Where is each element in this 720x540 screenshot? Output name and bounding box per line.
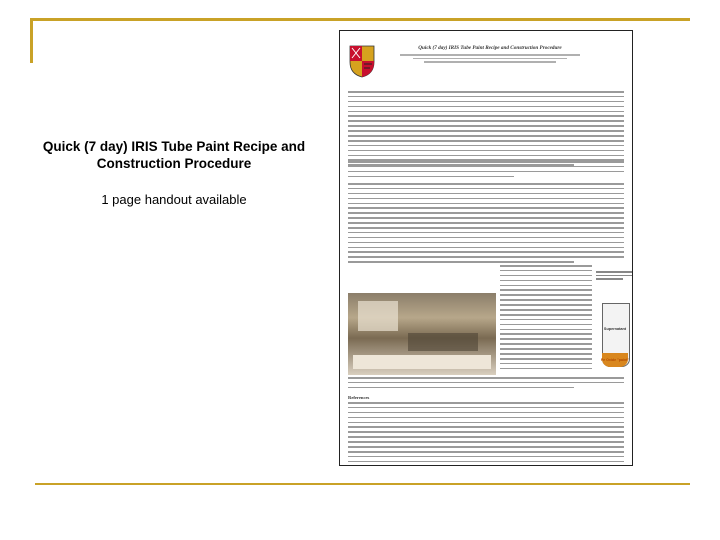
slide-title: Quick (7 day) IRIS Tube Paint Recipe and Construction Procedure <box>42 139 306 171</box>
university-seal-icon <box>348 44 376 78</box>
frame-bottom-rule <box>35 483 690 485</box>
handout-paragraph-1 <box>348 91 624 169</box>
diagram-supernatant-label: Supernatant <box>603 327 627 331</box>
frame-top-rule <box>30 18 690 21</box>
handout-header <box>380 45 600 63</box>
handout-heading: Quick (7 day) IRIS Tube Paint Recipe and Construction Procedure <box>418 45 562 51</box>
handout-paragraph-3 <box>348 183 624 232</box>
handout-paragraph-4 <box>348 227 624 266</box>
handout-thumbnail <box>339 30 633 466</box>
references-title: References <box>348 395 370 400</box>
slide-subtitle: 1 page handout available <box>101 192 247 207</box>
handout-references <box>348 395 624 466</box>
lab-photo <box>348 293 496 375</box>
diagram-note <box>596 271 633 282</box>
handout-paragraph-2 <box>348 161 624 181</box>
frame-vertical-bar <box>30 18 33 63</box>
handout-paragraph-6 <box>348 377 624 392</box>
diagram-paint-label: Fe Oxide "paint" <box>600 358 630 362</box>
